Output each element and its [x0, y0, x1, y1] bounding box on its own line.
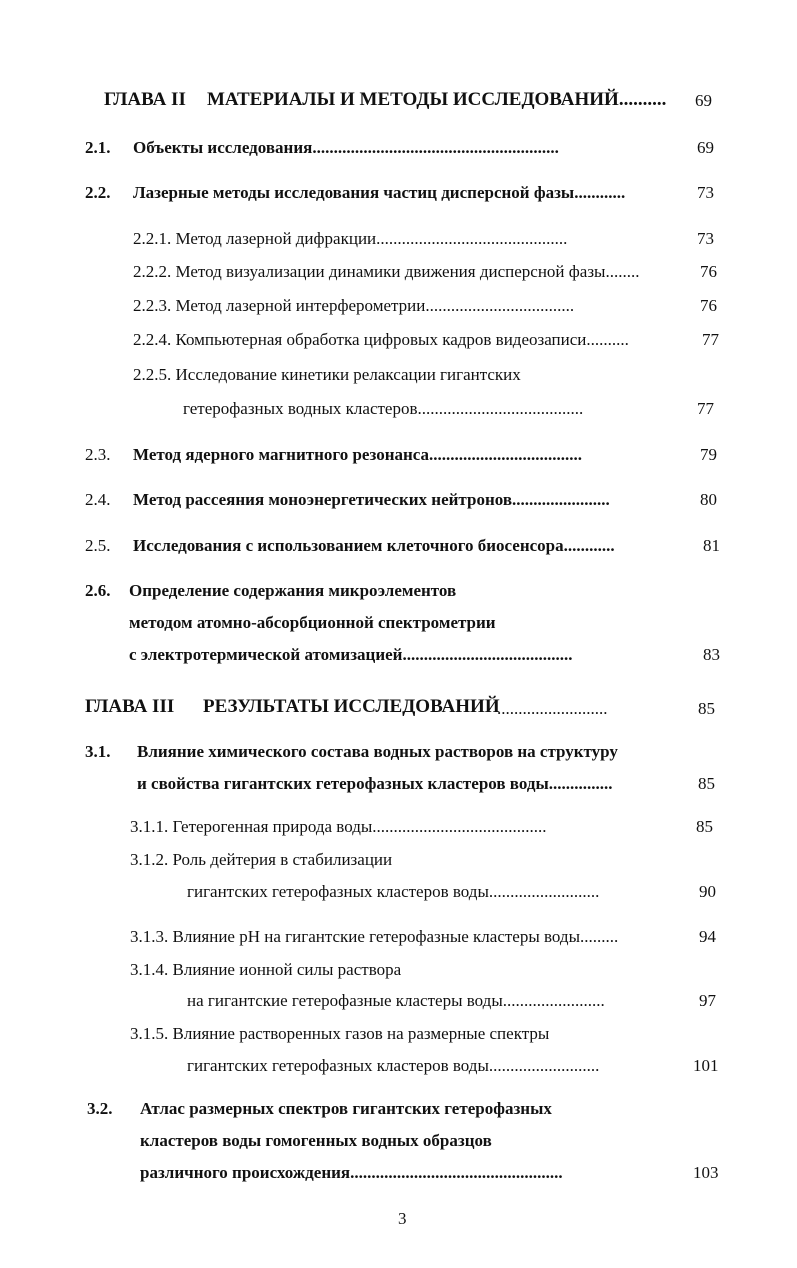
section-2-6-title-line-2: методом атомно-абсорбционной спектрометрии: [129, 613, 496, 632]
section-3-1-3-page: 94: [699, 927, 716, 946]
chapter-2-title: МАТЕРИАЛЫ И МЕТОДЫ ИССЛЕДОВАНИЙ..........: [207, 89, 667, 110]
section-3-1-title-line-2: и свойства гигантских гетерофазных кластеров воды...............: [137, 774, 613, 793]
section-3-1-1-title: 3.1.1. Гетерогенная природа воды.........................................: [130, 817, 547, 836]
section-3-1-2-title-line-2: гигантских гетерофазных кластеров воды..........................: [187, 882, 600, 901]
section-2-4-number: 2.4.: [85, 490, 111, 509]
section-2-2-5-title-line-2: гетерофазных водных кластеров.......................................: [183, 399, 584, 418]
section-2-3-title: Метод ядерного магнитного резонанса....................................: [133, 445, 583, 464]
section-3-1-title-line-1: Влияние химического состава водных растворов на структуру: [137, 742, 618, 761]
section-2-2-5-page: 77: [697, 399, 714, 418]
section-2-2-2-page: 76: [700, 262, 717, 281]
section-2-2-4-page: 77: [702, 330, 719, 349]
section-3-2-title-line-1: Атлас размерных спектров гигантских гетерофазных: [140, 1099, 552, 1118]
section-3-1-page: 85: [698, 774, 715, 793]
chapter-3-title: РЕЗУЛЬТАТЫ ИССЛЕДОВАНИЙ: [203, 696, 500, 717]
chapter-3-label: ГЛАВА III: [85, 696, 175, 717]
section-2-2-4-title: 2.2.4. Компьютерная обработка цифровых кадров видеозаписи..........: [133, 330, 629, 349]
section-3-1-4-title-line-1: 3.1.4. Влияние ионной силы раствора: [130, 960, 402, 979]
section-2-2-1-page: 73: [697, 229, 714, 248]
section-2-5-title: Исследования с использованием клеточного биосенсора............: [133, 536, 615, 555]
section-2-2-page: 73: [697, 183, 714, 202]
section-2-4-page: 80: [700, 490, 717, 509]
section-3-2-page: 103: [693, 1163, 719, 1182]
section-3-1-5-page: 101: [693, 1056, 719, 1075]
section-2-1-number: 2.1.: [85, 138, 111, 157]
section-2-2-2-title: 2.2.2. Метод визуализации динамики движения дисперсной фазы........: [133, 262, 640, 281]
section-2-6-title-line-3: с электротермической атомизацией........................................: [129, 645, 573, 664]
section-2-3-page: 79: [700, 445, 717, 464]
section-2-2-3-title: 2.2.3. Метод лазерной интерферометрии...................................: [133, 296, 575, 315]
section-2-1-title: Объекты исследования..........................................................: [133, 138, 559, 157]
section-3-1-2-page: 90: [699, 882, 716, 901]
page-number: 3: [398, 1209, 407, 1228]
section-2-2-number: 2.2.: [85, 183, 111, 202]
section-3-1-1-page: 85: [696, 817, 713, 836]
section-2-5-number: 2.5.: [85, 536, 111, 555]
section-2-2-1-title: 2.2.1. Метод лазерной дифракции.............................................: [133, 229, 568, 248]
section-3-1-5-title-line-1: 3.1.5. Влияние растворенных газов на размерные спектры: [130, 1024, 550, 1043]
chapter-2-page: 69: [695, 91, 712, 110]
section-2-5-page: 81: [703, 536, 720, 555]
section-3-2-title-line-2: кластеров воды гомогенных водных образцов: [140, 1131, 492, 1150]
section-2-3-number: 2.3.: [85, 445, 111, 464]
section-3-1-4-title-line-2: на гигантские гетерофазные кластеры воды........................: [187, 991, 605, 1010]
section-3-2-number: 3.2.: [87, 1099, 113, 1118]
chapter-3-leader: ..........................: [497, 699, 608, 718]
section-2-4-title: Метод рассеяния моноэнергетических нейтронов.......................: [133, 490, 610, 509]
section-2-6-page: 83: [703, 645, 720, 664]
section-2-6-number: 2.6.: [85, 581, 111, 600]
section-3-1-number: 3.1.: [85, 742, 111, 761]
section-2-2-5-title-line-1: 2.2.5. Исследование кинетики релаксации гигантских: [133, 365, 521, 384]
section-3-1-4-page: 97: [699, 991, 716, 1010]
section-3-1-2-title-line-1: 3.1.2. Роль дейтерия в стабилизации: [130, 850, 393, 869]
section-3-1-3-title: 3.1.3. Влияние рН на гигантские гетерофазные кластеры воды.........: [130, 927, 619, 946]
section-3-2-title-line-3: различного происхождения..................................................: [140, 1163, 563, 1182]
section-2-2-3-page: 76: [700, 296, 717, 315]
section-2-1-page: 69: [697, 138, 714, 157]
chapter-3-page: 85: [698, 699, 715, 718]
chapter-2-label: ГЛАВА II: [104, 89, 186, 110]
section-2-2-title: Лазерные методы исследования частиц дисперсной фазы............: [133, 183, 626, 202]
section-3-1-5-title-line-2: гигантских гетерофазных кластеров воды..........................: [187, 1056, 600, 1075]
section-2-6-title-line-1: Определение содержания микроэлементов: [129, 581, 457, 600]
